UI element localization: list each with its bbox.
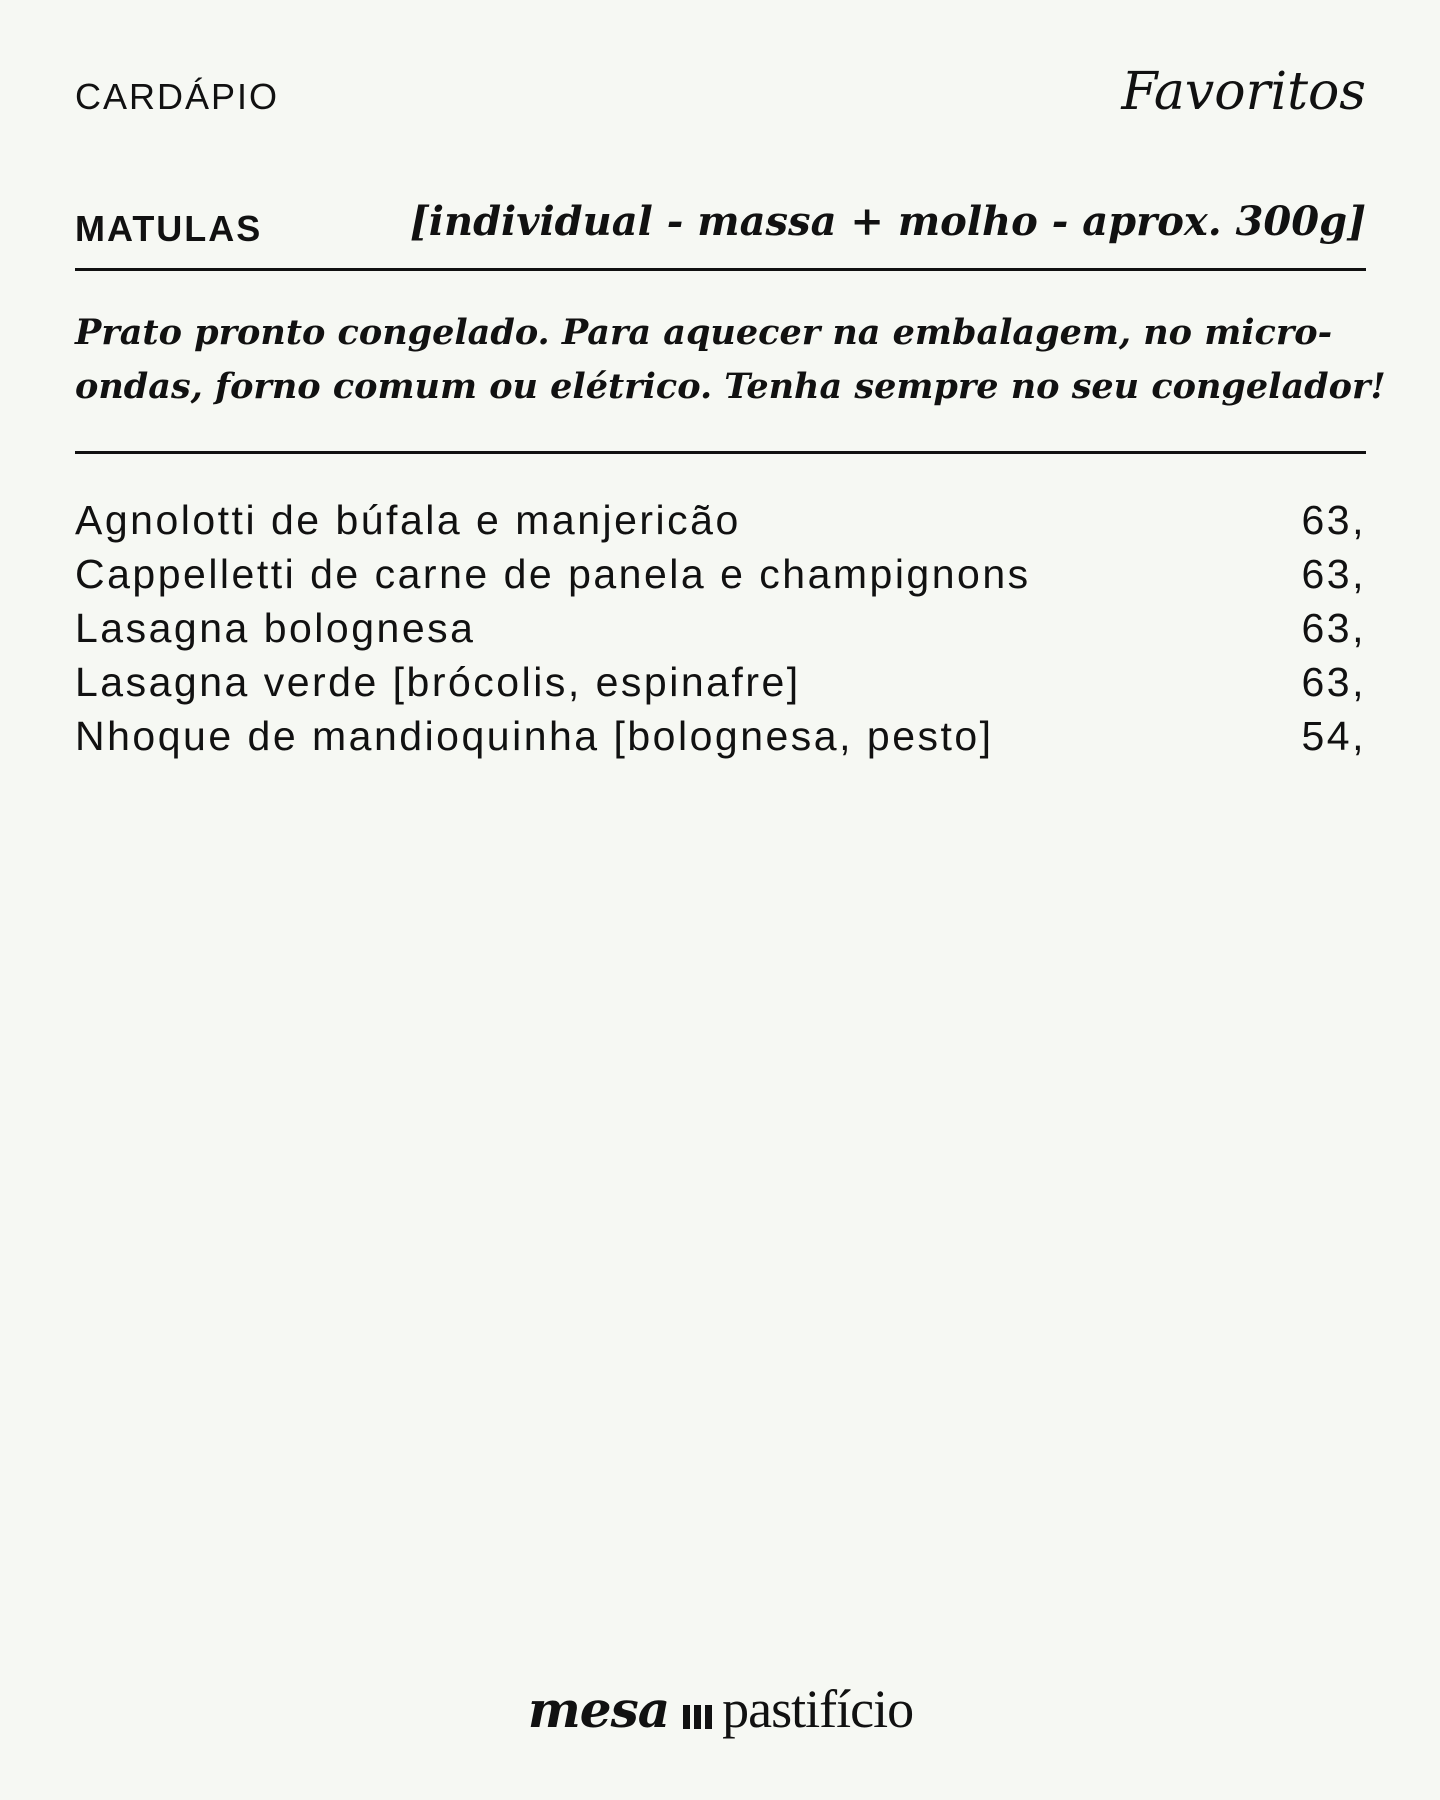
section-title: Favoritos xyxy=(1121,62,1366,122)
menu-item xyxy=(75,659,1366,713)
brand-word-mesa: mesa xyxy=(527,1680,670,1739)
menu-item-price: 63, xyxy=(1301,659,1366,705)
divider-top xyxy=(75,268,1366,271)
menu-item xyxy=(75,605,1366,659)
menu-item-price: 54, xyxy=(1301,713,1366,759)
menu-item-price: 63, xyxy=(1301,605,1366,651)
category-description xyxy=(75,306,1386,414)
menu-item-name: Lasagna verde [brócolis, espinafre] xyxy=(75,659,801,705)
menu-page xyxy=(75,0,1386,1800)
category-header xyxy=(75,198,1366,254)
menu-item xyxy=(75,497,1366,551)
menu-items-list xyxy=(75,497,1366,767)
category-title: MATULAS xyxy=(75,208,263,249)
category-note: [individual - massa + molho - aprox. 300g] xyxy=(409,198,1366,245)
menu-item-name: Cappelletti de carne de panela e champignons xyxy=(75,551,1031,597)
menu-item xyxy=(75,551,1366,605)
brand-bars-icon xyxy=(683,1705,712,1734)
brand-word-pastificio: pastifício xyxy=(722,1679,914,1739)
menu-item xyxy=(75,713,1366,767)
divider-bottom xyxy=(75,451,1366,454)
menu-item-name: Nhoque de mandioquinha [bolognesa, pesto] xyxy=(75,713,994,759)
menu-label: CARDÁPIO xyxy=(75,76,280,117)
menu-item-name: Agnolotti de búfala e manjericão xyxy=(75,497,741,543)
menu-item-name: Lasagna bolognesa xyxy=(75,605,476,651)
page-header xyxy=(75,62,1366,132)
description-line: ondas, forno comum ou elétrico. Tenha sempre no seu congelador! xyxy=(75,366,1386,407)
brand-logo xyxy=(75,1678,1366,1740)
description-line: Prato pronto congelado. Para aquecer na embalagem, no micro- xyxy=(75,312,1333,353)
menu-item-price: 63, xyxy=(1301,551,1366,597)
menu-item-price: 63, xyxy=(1301,497,1366,543)
